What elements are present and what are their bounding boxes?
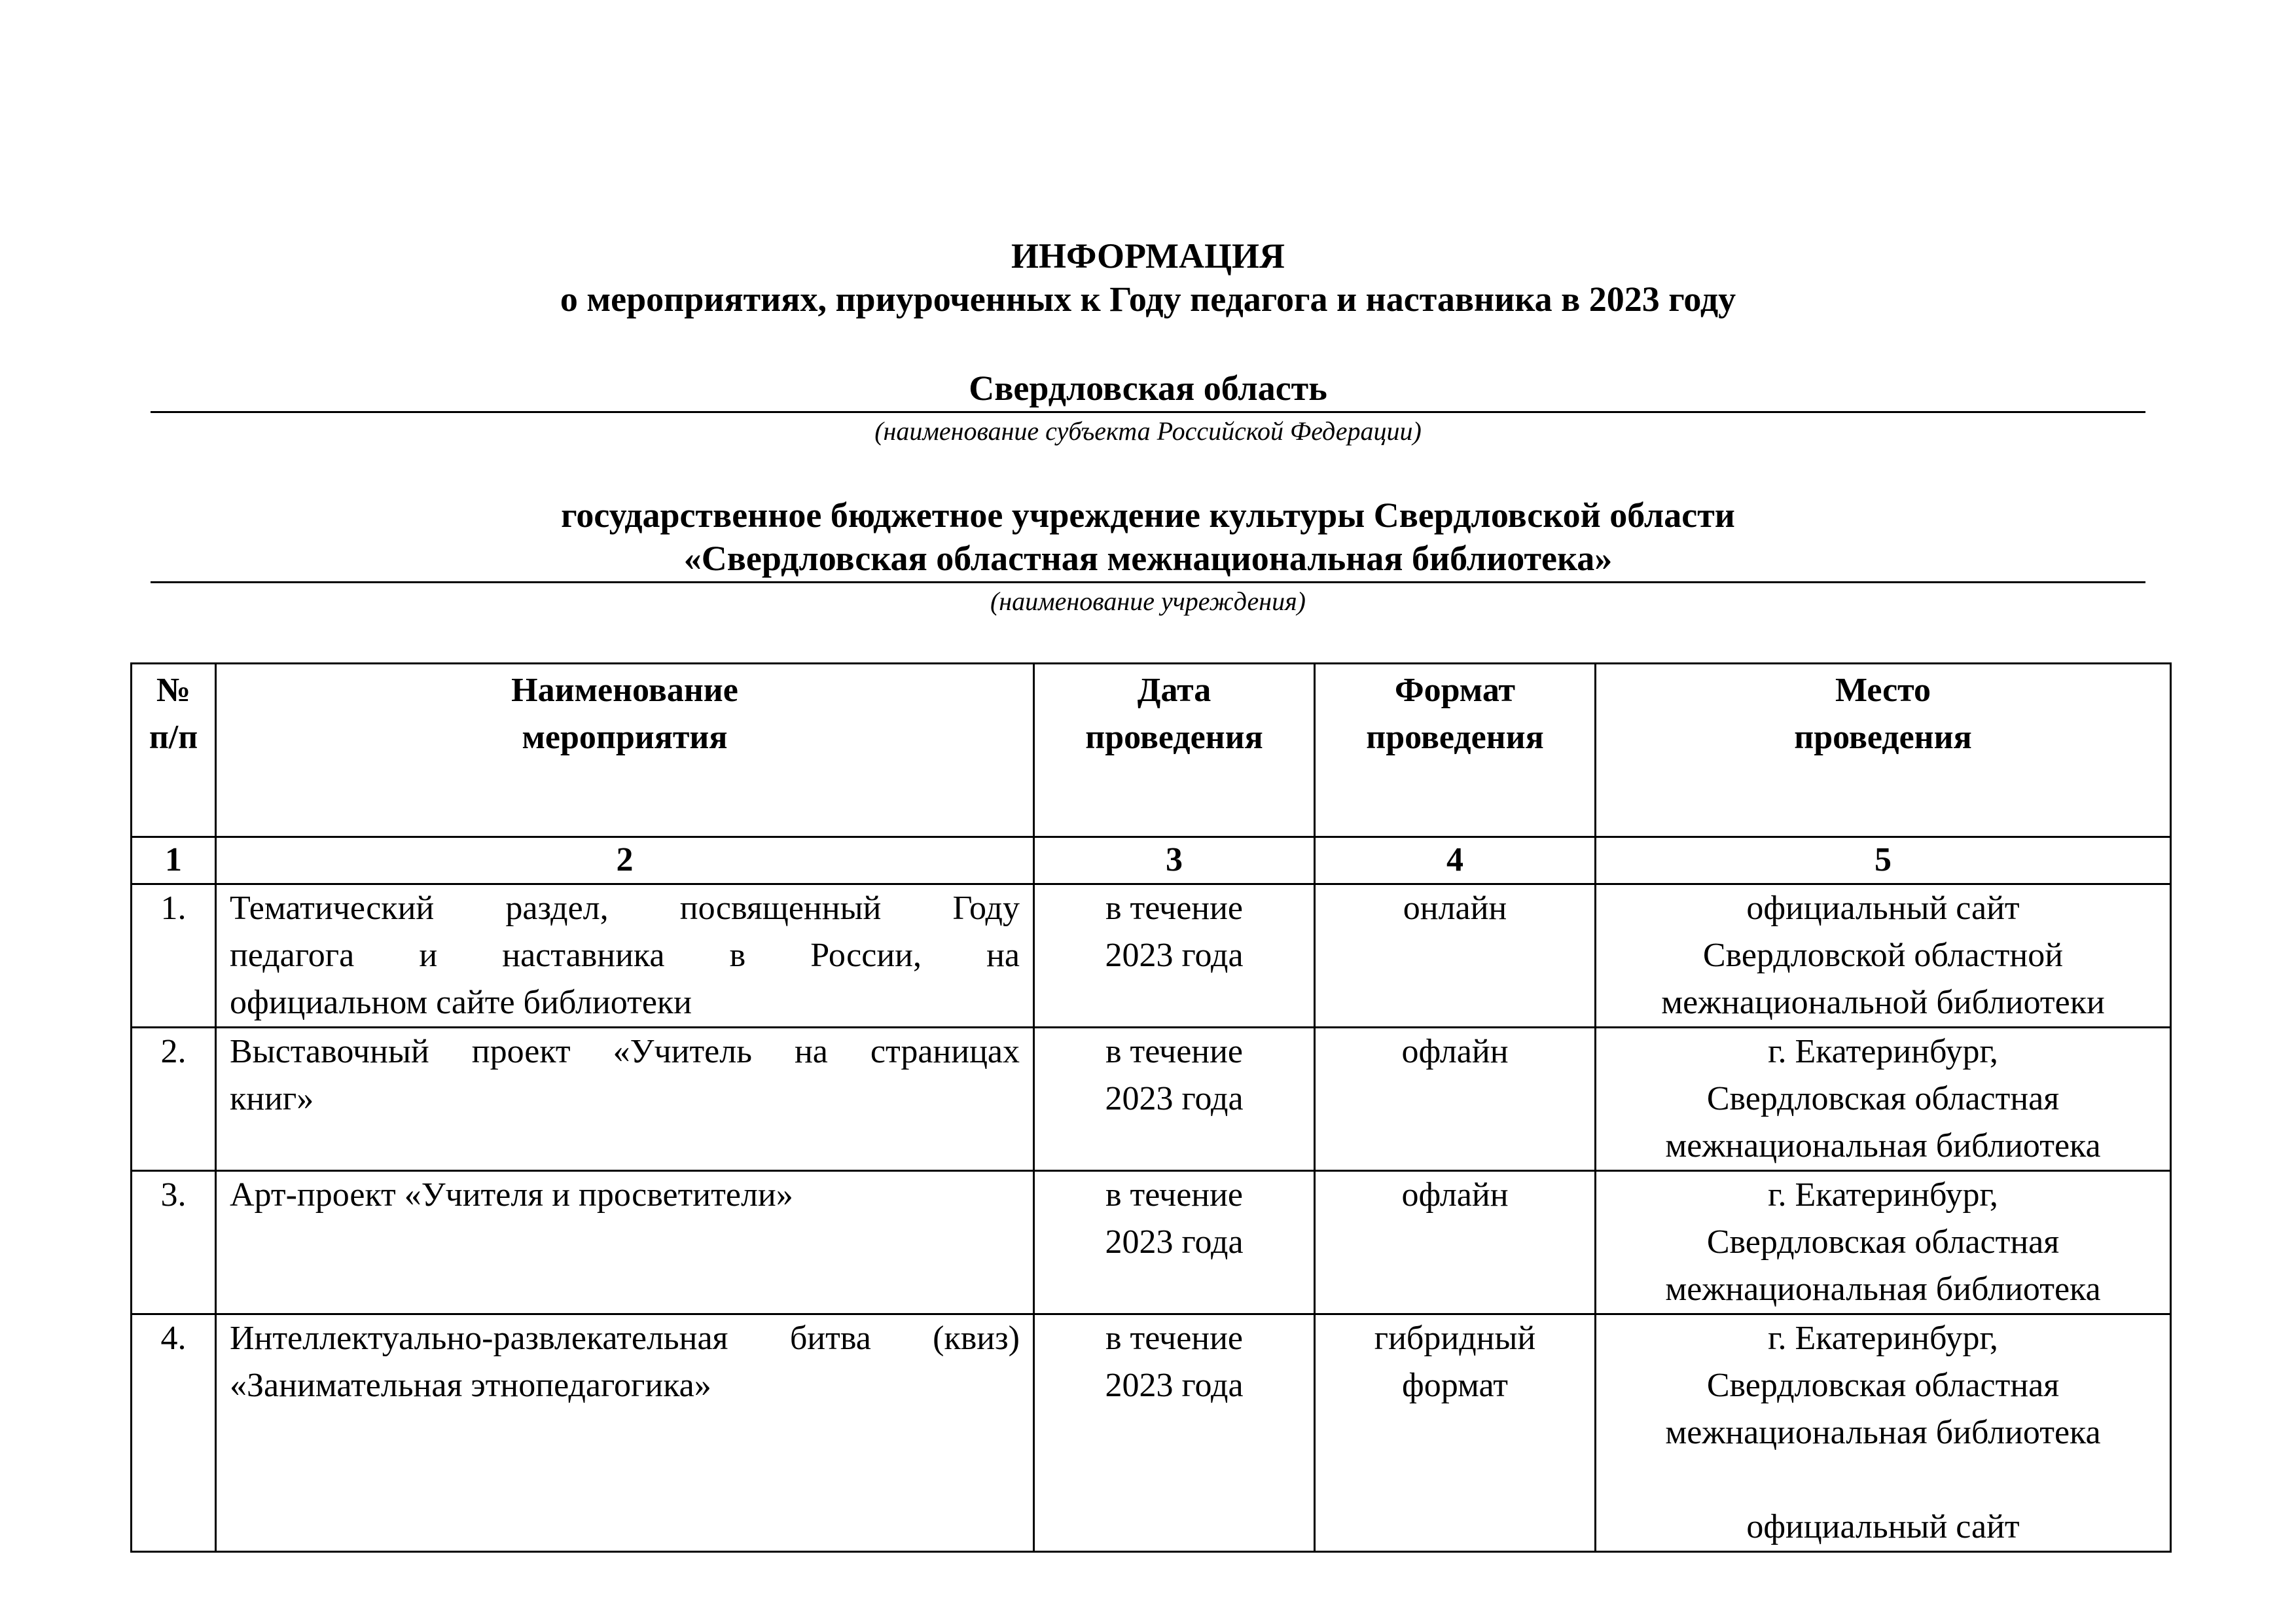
event-name: Выставочный проект «Учитель на страницах книг» — [216, 1028, 1034, 1171]
column-number-row — [132, 837, 2171, 884]
row-number: 1. — [132, 884, 216, 1028]
column-number: 2 — [216, 837, 1034, 884]
event-format: онлайн — [1315, 884, 1596, 1028]
event-place: г. Екатеринбург, Свердловская областная межнациональная библиотека — [1596, 1171, 2171, 1314]
column-number: 3 — [1034, 837, 1315, 884]
table-row — [132, 1171, 2171, 1314]
event-date: в течение 2023 года — [1034, 1314, 1315, 1552]
event-format: офлайн — [1315, 1171, 1596, 1314]
institution-name-line1: государственное бюджетное учреждение культуры Свердловской области — [561, 496, 1735, 535]
subject-caption: (наименование субъекта Российской Федерации) — [874, 416, 1422, 446]
institution-caption: (наименование учреждения) — [990, 586, 1306, 616]
table-row — [132, 1028, 2171, 1171]
event-date: в течение 2023 года — [1034, 884, 1315, 1028]
column-number: 5 — [1596, 837, 2171, 884]
event-date: в течение 2023 года — [1034, 1171, 1315, 1314]
event-place: г. Екатеринбург, Свердловская областная межнациональная библиотека — [1596, 1028, 2171, 1171]
event-name: Тематический раздел, посвященный Году педагога и наставника в России, на официальном сайте библиотеки — [216, 884, 1034, 1028]
event-name: Интеллектуально-развлекательная битва (квиз) «Занимательная этнопедагогика» — [216, 1314, 1034, 1552]
table-header-row — [132, 664, 2171, 837]
events-table — [130, 662, 2172, 1553]
header-number: № п/п — [132, 664, 216, 837]
header-date: Дата проведения — [1034, 664, 1315, 837]
institution-rule — [151, 581, 2145, 583]
column-number: 1 — [132, 837, 216, 884]
event-format: офлайн — [1315, 1028, 1596, 1171]
event-place: официальный сайт Свердловской областной межнациональной библиотеки — [1596, 884, 2171, 1028]
subject-name: Свердловская область — [969, 369, 1327, 408]
header-event-name: Наименование мероприятия — [216, 664, 1034, 837]
event-format: гибридный формат — [1315, 1314, 1596, 1552]
document-subtitle: о мероприятиях, приуроченных к Году педагога и наставника в 2023 году — [560, 280, 1736, 319]
subject-rule — [151, 411, 2145, 413]
header-place: Место проведения — [1596, 664, 2171, 837]
institution-name-line2: «Свердловская областная межнациональная библиотека» — [683, 539, 1613, 578]
table-row — [132, 1314, 2171, 1552]
row-number: 3. — [132, 1171, 216, 1314]
event-date: в течение 2023 года — [1034, 1028, 1315, 1171]
header-format: Формат проведения — [1315, 664, 1596, 837]
event-name: Арт-проект «Учителя и просветители» — [216, 1171, 1034, 1314]
column-number: 4 — [1315, 837, 1596, 884]
document-title: ИНФОРМАЦИЯ — [1011, 236, 1285, 276]
table-row — [132, 884, 2171, 1028]
event-place: г. Екатеринбург, Свердловская областная межнациональная библиотека официальный сайт — [1596, 1314, 2171, 1552]
row-number: 2. — [132, 1028, 216, 1171]
row-number: 4. — [132, 1314, 216, 1552]
